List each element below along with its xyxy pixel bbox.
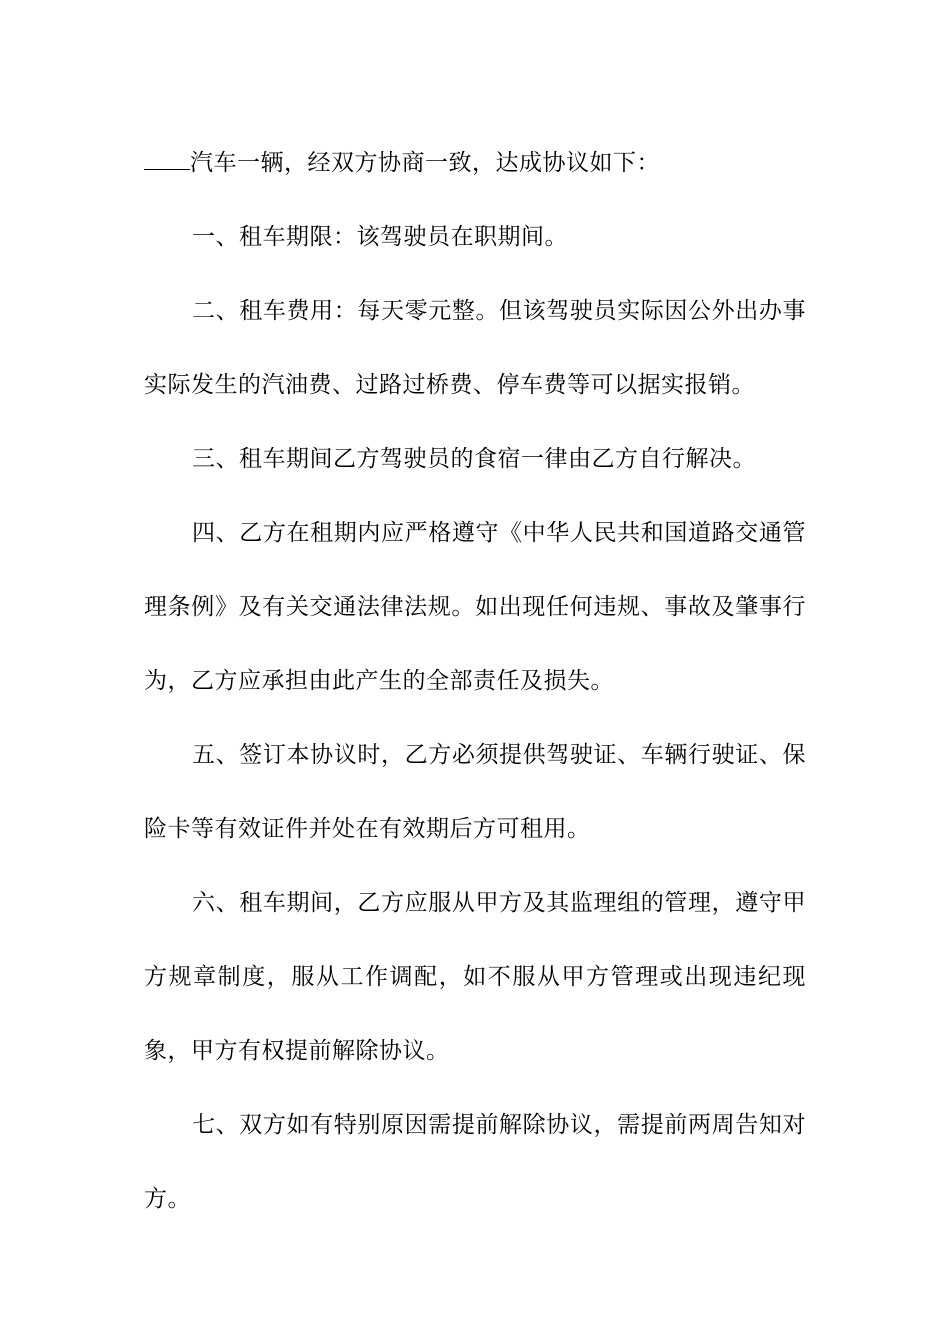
clause-5-documents: 五、签订本协议时，乙方必须提供驾驶证、车辆行驶证、保险卡等有效证件并处在有效期后方可租用。 (144, 742, 806, 842)
paragraph-intro (144, 126, 806, 200)
clause-4-traffic-rules: 四、乙方在租期内应严格遵守《中华人民共和国道路交通管理条例》及有关交通法律法规。如出现任何违规、事故及肇事行为，乙方应承担由此产生的全部责任及损失。 (144, 520, 806, 694)
document-body (144, 126, 806, 1236)
fill-in-blank (144, 149, 190, 170)
clause-2-fee: 二、租车费用：每天零元整。但该驾驶员实际因公外出办事实际发生的汽油费、过路过桥费、停车费等可以据实报销。 (144, 298, 806, 398)
clause-7-termination: 七、双方如有特别原因需提前解除协议，需提前两周告知对方。 (144, 1112, 806, 1212)
clause-1-term: 一、租车期限：该驾驶员在职期间。 (192, 224, 568, 250)
clause-3-meals: 三、租车期间乙方驾驶员的食宿一律由乙方自行解决。 (192, 446, 756, 472)
paragraph-intro-text: 汽车一辆，经双方协商一致，达成协议如下： (190, 150, 660, 176)
clause-6-management: 六、租车期间，乙方应服从甲方及其监理组的管理，遵守甲方规章制度，服从工作调配，如不服从甲方管理或出现违纪现象，甲方有权提前解除协议。 (144, 890, 806, 1064)
